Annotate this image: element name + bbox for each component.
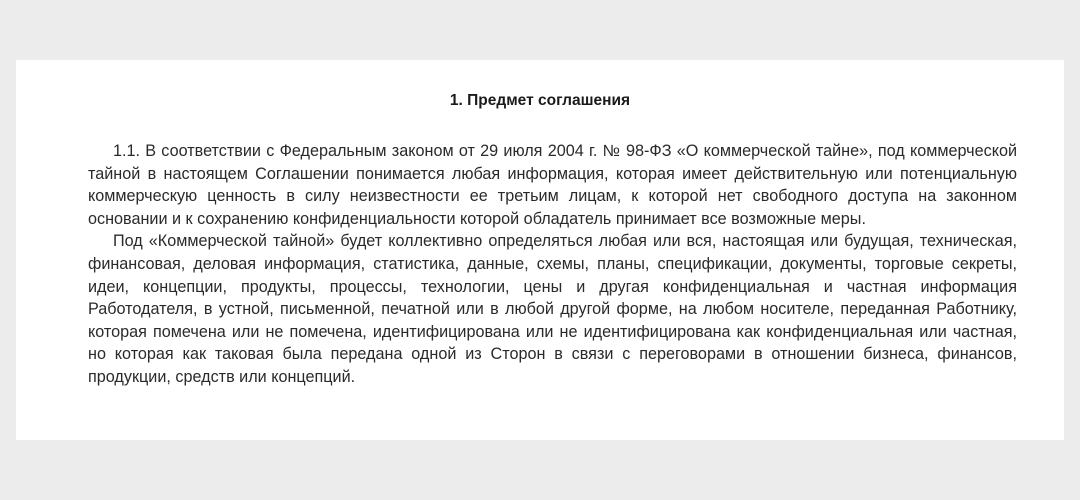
section-title: 1. Предмет соглашения [449,92,631,109]
document-page [16,60,1064,440]
paragraph-commercial-secret-definition: Под «Коммерческой тайной» будет коллективно определяться любая или вся, настоящая или будущая, техническая, финансовая, деловая информация, статистика, данные, схемы, планы, спецификации, документы, торговые секреты, идеи, концепции, продукты, процессы, технологии, цены и другая конфиденциальная и частная информация Работодателя, в устной, письменной, печатной или в любой другой форме, на любом носителе, переданная Работнику, которая помечена или не помечена, идентифицирована или не идентифицирована как конфиденциальная или частная, но которая как таковая была передана одной из Сторон в связи с переговорами в отношении бизнеса, финансов, продукции, средств или концепций. [88,232,1017,386]
paragraph-1-1: 1.1. В соответствии с Федеральным законом от 29 июля 2004 г. № 98-ФЗ «О коммерческой тайне», под коммерческой тайной в настоящем Соглашении понимается любая информация, которая имеет действительную или потенциальную коммерческую ценность в силу неизвестности ее третьим лицам, к которой нет свободного доступа на законном основании и к сохранению конфиденциальности которой обладатель принимает все возможные меры. [88,142,1017,228]
document-body [88,140,1017,389]
